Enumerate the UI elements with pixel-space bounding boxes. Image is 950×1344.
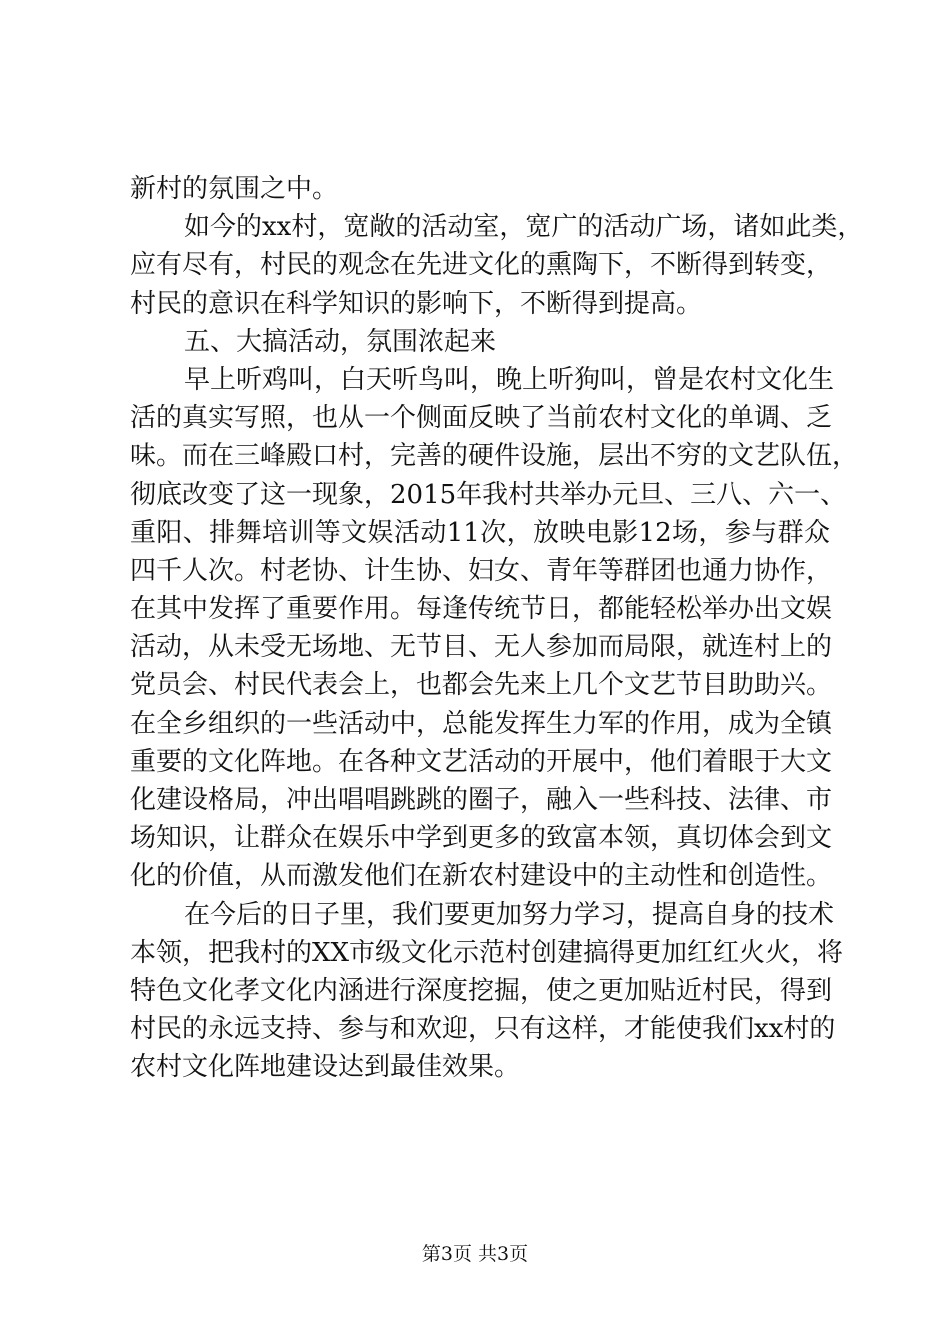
page-footer: 第3页 共3页 (421, 1243, 529, 1265)
text-line: 如今的xx村，宽敞的活动室，宽广的活动广场，诸如此类， (184, 212, 864, 243)
text-line: 农村文化阵地建设达到最佳效果。 (130, 1052, 521, 1083)
text-line: 五、大搞活动，氛围浓起来 (184, 326, 497, 357)
text-line: 重阳、排舞培训等文娱活动11次，放映电影12场，参与群众 (130, 517, 830, 548)
text-line: 活动，从未受无场地、无节目、无人参加而局限，就连村上的 (130, 632, 833, 663)
paragraph (130, 896, 844, 1087)
text-line: 化建设格局，冲出唱唱跳跳的圈子，融入一些科技、法律、市 (130, 785, 833, 815)
document-body (130, 170, 864, 1087)
paragraph (130, 361, 859, 896)
text-line: 村民的意识在科学知识的影响下，不断得到提高。 (130, 288, 703, 319)
text-line: 重要的文化阵地。在各种文艺活动的开展中，他们着眼于大文 (130, 746, 833, 777)
text-line: 党员会、村民代表会上，也都会先来上几个文艺节目助助兴。 (130, 670, 833, 701)
text-line: 新村的氛围之中。 (130, 174, 339, 204)
text-line: 味。而在三峰殿口村，完善的硬件设施，层出不穷的文艺队伍， (130, 441, 859, 472)
text-line: 彻底改变了这一现象，2015年我村共举办元旦、三八、六一、 (130, 479, 847, 510)
text-line: 村民的永远支持、参与和欢迎，只有这样，才能使我们xx村的 (130, 1014, 836, 1045)
text-line: 在今后的日子里，我们要更加努力学习，提高自身的技术 (184, 899, 835, 930)
text-line: 在全乡组织的一些活动中，总能发挥生力军的作用，成为全镇 (130, 708, 833, 739)
text-line: 化的价值，从而激发他们在新农村建设中的主动性和创造性。 (130, 861, 833, 892)
text-line: 早上听鸡叫，白天听鸟叫，晚上听狗叫，曾是农村文化生 (184, 364, 835, 395)
text-line: 特色文化孝文化内涵进行深度挖掘，使之更加贴近村民，得到 (130, 975, 833, 1006)
text-line: 应有尽有，村民的观念在先进文化的熏陶下，不断得到转变， (130, 250, 833, 281)
paragraph (130, 323, 830, 361)
text-line: 活的真实写照，也从一个侧面反映了当前农村文化的单调、乏 (130, 403, 833, 434)
paragraph (130, 170, 830, 208)
text-line: 场知识，让群众在娱乐中学到更多的致富本领，真切体会到文 (130, 823, 833, 854)
text-line: 在其中发挥了重要作用。每逢传统节日，都能轻松举办出文娱 (130, 594, 833, 625)
text-line: 本领，把我村的XX市级文化示范村创建搞得更加红红火火，将 (130, 937, 844, 968)
paragraph (130, 208, 864, 323)
text-line: 四千人次。村老协、计生协、妇女、青年等群团也通力协作， (130, 555, 833, 586)
